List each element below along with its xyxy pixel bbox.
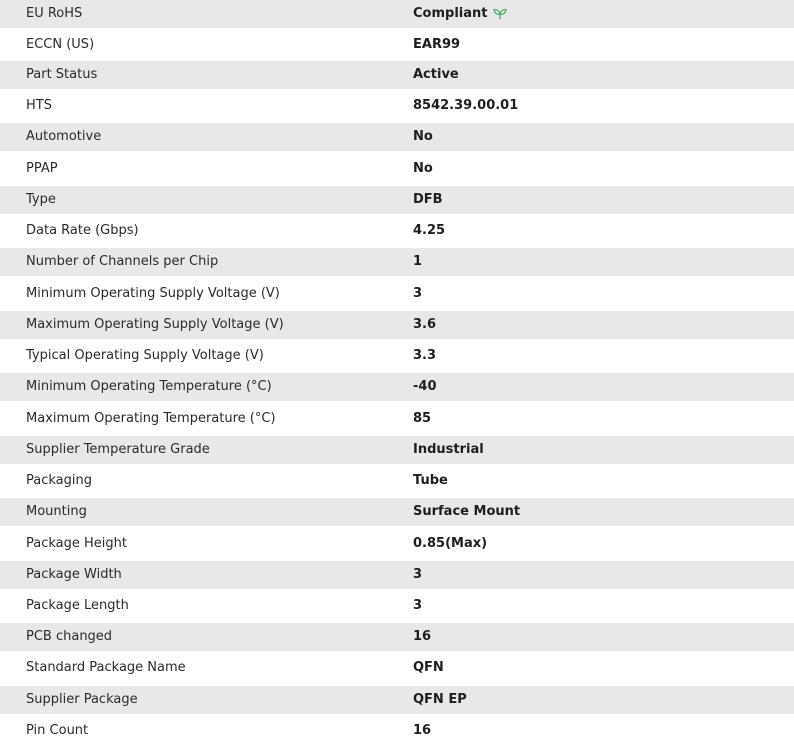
table-row [0,217,794,245]
row-label: Package Width [26,567,122,582]
row-label: Standard Package Name [26,660,186,675]
row-label: PCB changed [26,629,113,644]
row-value: QFN EP [413,692,467,707]
row-value: QFN [413,660,444,675]
row-value: 3 [413,598,423,613]
row-value: 16 [413,629,432,644]
table-row [0,373,794,401]
row-label: Minimum Operating Temperature (°C) [26,379,272,394]
table-row [0,436,794,464]
row-value: Active [413,67,459,82]
row-label: Supplier Package [26,692,138,707]
row-value: Surface Mount [413,504,521,519]
row-label: Package Length [26,598,129,613]
row-label: Part Status [26,67,98,82]
table-row [0,686,794,714]
row-label: HTS [26,98,52,113]
table-row [0,155,794,183]
table-row [0,0,794,28]
row-value: 0.85(Max) [413,536,488,551]
row-value: 1 [413,254,423,269]
row-label: Typical Operating Supply Voltage (V) [26,348,264,363]
table-row [0,280,794,308]
row-label: Automotive [26,129,102,144]
row-label: Mounting [26,504,87,519]
table-row [0,92,794,120]
row-value: EAR99 [413,37,461,52]
row-value: 3.3 [413,348,437,363]
row-value: Industrial [413,442,484,457]
row-label: Maximum Operating Temperature (°C) [26,411,276,426]
row-value: No [413,129,433,144]
table-row [0,123,794,151]
row-value: -40 [413,379,437,394]
table-row [0,592,794,620]
table-row [0,561,794,589]
row-label: Pin Count [26,723,89,738]
row-label: Supplier Temperature Grade [26,442,210,457]
table-row [0,342,794,370]
table-row [0,405,794,433]
table-row [0,530,794,558]
row-label: EU RoHS [26,6,83,21]
leaf-icon [493,8,507,20]
row-value: 3 [413,286,423,301]
table-row [0,248,794,276]
table-row [0,186,794,214]
row-value: 16 [413,723,432,738]
table-row [0,623,794,651]
row-label: Number of Channels per Chip [26,254,219,269]
row-label: Type [26,192,56,207]
row-value: Tube [413,473,448,488]
row-label: Packaging [26,473,92,488]
row-value: 4.25 [413,223,446,238]
table-row [0,654,794,682]
table-row [0,467,794,495]
table-row [0,498,794,526]
row-label: Package Height [26,536,127,551]
row-label: ECCN (US) [26,37,95,52]
table-row [0,311,794,339]
row-label: Minimum Operating Supply Voltage (V) [26,286,280,301]
table-row [0,717,794,745]
row-value: 3 [413,567,423,582]
table-row [0,61,794,89]
row-value [413,0,507,28]
row-label: Maximum Operating Supply Voltage (V) [26,317,284,332]
table-row [0,31,794,59]
row-label: Data Rate (Gbps) [26,223,139,238]
row-value: DFB [413,192,443,207]
row-value: 8542.39.00.01 [413,98,519,113]
row-value: 3.6 [413,317,437,332]
row-value: 85 [413,411,432,426]
row-value-text: Compliant [413,6,488,21]
row-label: PPAP [26,161,58,176]
row-value: No [413,161,433,176]
